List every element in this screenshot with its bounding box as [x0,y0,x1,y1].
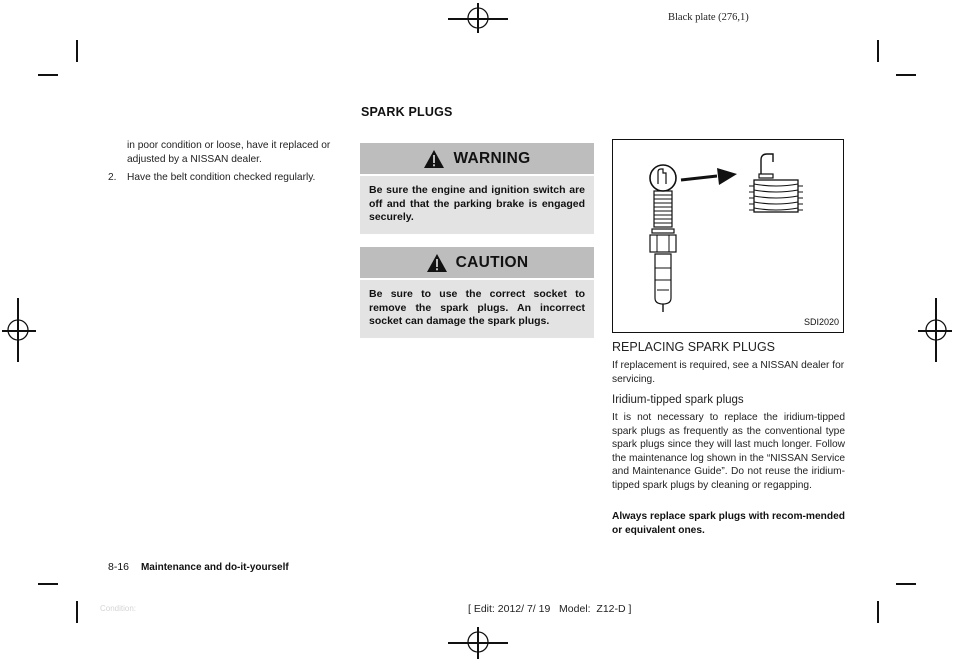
warning-box [360,143,594,234]
list-item-text: Have the belt condition checked regularly. [127,172,316,184]
replacing-heading: REPLACING SPARK PLUGS [612,340,776,354]
continuation-text: in poor condition or loose, have it replaced or adjusted by a NISSAN dealer. [127,140,331,165]
figure-id: SDI2020 [803,317,839,327]
crop-mark [38,74,58,76]
chapter-title: Maintenance and do-it-yourself [140,562,289,573]
registration-mark-icon [448,0,508,48]
replacement-note: Always replace spark plugs with recom-mended or equivalent ones. [612,511,845,536]
crop-mark [896,74,916,76]
page-number: 8-16 [108,561,130,573]
warning-label: WARNING [453,149,531,167]
plate-label: Black plate (276,1) [668,12,749,23]
crop-mark [896,583,916,585]
spark-plug-illustration [613,140,842,330]
registration-mark-icon [448,612,508,672]
caution-header [360,247,594,280]
iridium-heading: Iridium-tipped spark plugs [612,394,744,406]
warning-text: Be sure the engine and ignition switch are off and that the parking brake is engaged securely. [369,184,585,224]
crop-mark [76,601,78,623]
left-column [108,139,344,185]
list-item [108,171,344,185]
page-footer [108,561,289,573]
spark-plug-figure [612,139,844,333]
section-title: SPARK PLUGS [361,105,453,119]
caution-box [360,247,594,338]
crop-mark [877,601,879,623]
condition-label: Condition: [100,604,137,613]
warning-header [360,143,594,176]
registration-mark-icon [0,300,48,360]
caution-label: CAUTION [455,253,529,271]
crop-mark [877,40,879,62]
edit-info: [ Edit: 2012/ 7/ 19 Model: Z12-D ] [468,603,632,615]
caution-text: Be sure to use the correct socket to remove the spark plugs. An incorrect socket can damage the spark plugs. [369,288,585,328]
warning-triangle-icon [423,149,445,169]
warning-triangle-icon [426,253,448,273]
registration-mark-icon [906,300,954,360]
replacing-text: If replacement is required, see a NISSAN dealer for servicing. [612,360,845,385]
list-item-number: 2. [108,172,117,184]
crop-mark [76,40,78,62]
iridium-body: It is not necessary to replace the iridium-tipped spark plugs as frequently as the conventional type spark plugs since they will last much longer. Follow the maintenance log shown in the “NISSAN Service and Maintenance Guide”. Do not reuse the iridium-tipped spark plugs by cleaning or regapping. [612,412,845,491]
crop-mark [38,583,58,585]
